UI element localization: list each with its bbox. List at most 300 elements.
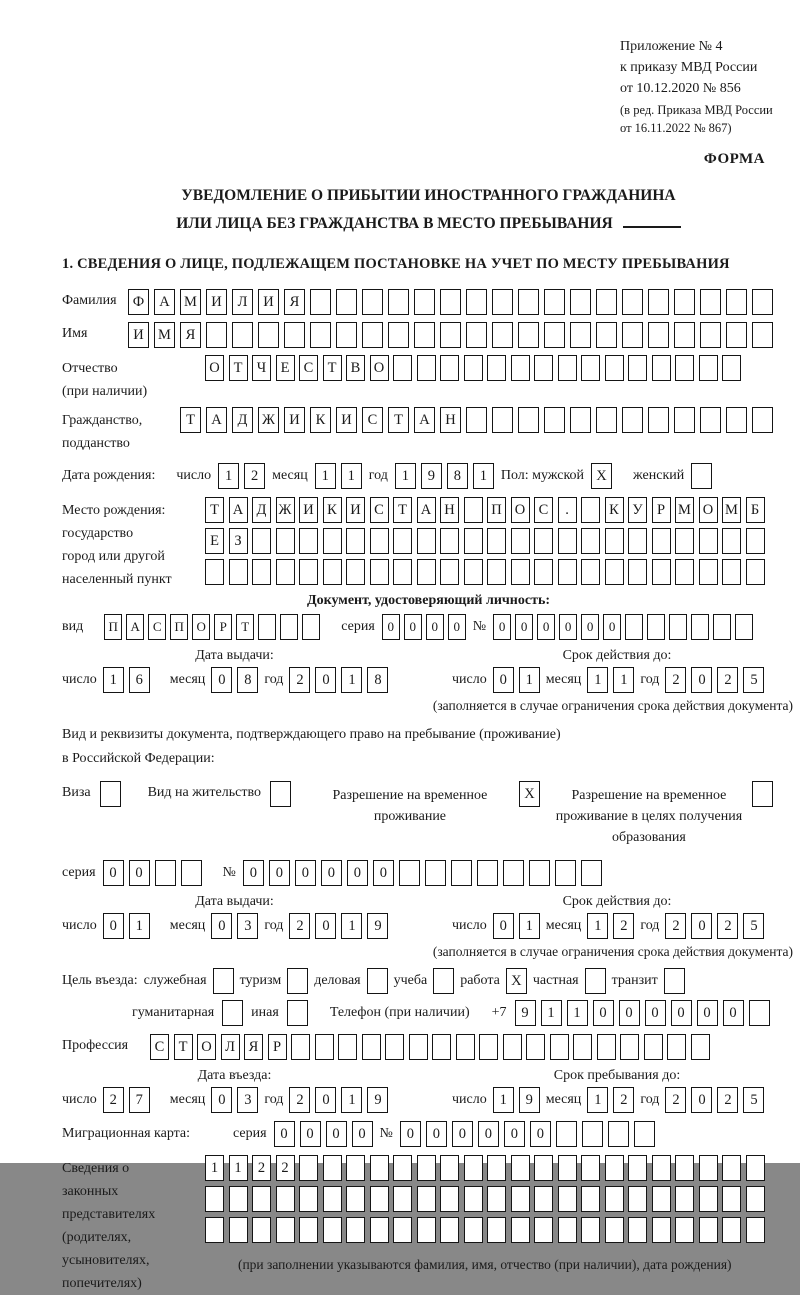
char-cell[interactable]: [628, 559, 647, 585]
char-cell[interactable]: [722, 1186, 741, 1212]
char-cell[interactable]: [735, 614, 753, 640]
char-cell[interactable]: [346, 1217, 365, 1243]
char-cell[interactable]: 0: [691, 667, 712, 693]
char-cell[interactable]: О: [197, 1034, 216, 1060]
char-cell[interactable]: 0: [211, 667, 232, 693]
char-cell[interactable]: С: [362, 407, 383, 433]
char-cell[interactable]: [385, 1034, 404, 1060]
char-cell[interactable]: [252, 1186, 271, 1212]
char-cell[interactable]: [596, 407, 617, 433]
char-cell[interactable]: 1: [541, 1000, 562, 1026]
char-cell[interactable]: 0: [400, 1121, 421, 1147]
char-cell[interactable]: [393, 355, 412, 381]
char-cell[interactable]: [558, 1155, 577, 1181]
char-cell[interactable]: 3: [237, 1087, 258, 1113]
char-cell[interactable]: [252, 528, 271, 554]
char-cell[interactable]: [746, 1155, 765, 1181]
char-cell[interactable]: [675, 1155, 694, 1181]
char-cell[interactable]: 1: [587, 913, 608, 939]
char-cell[interactable]: X: [506, 968, 527, 994]
char-cell[interactable]: Т: [205, 497, 224, 523]
char-cell[interactable]: Л: [232, 289, 253, 315]
char-cell[interactable]: 8: [367, 667, 388, 693]
char-cell[interactable]: [464, 497, 483, 523]
char-cell[interactable]: 0: [504, 1121, 525, 1147]
char-cell[interactable]: [581, 1186, 600, 1212]
char-cell[interactable]: [464, 355, 483, 381]
char-cell[interactable]: [570, 322, 591, 348]
char-cell[interactable]: [652, 1186, 671, 1212]
char-cell[interactable]: [558, 528, 577, 554]
char-cell[interactable]: [310, 289, 331, 315]
char-cell[interactable]: [323, 1217, 342, 1243]
char-cell[interactable]: 0: [347, 860, 368, 886]
char-cell[interactable]: 0: [581, 614, 599, 640]
char-cell[interactable]: И: [206, 289, 227, 315]
char-cell[interactable]: [669, 614, 687, 640]
char-cell[interactable]: 1: [519, 913, 540, 939]
char-cell[interactable]: А: [206, 407, 227, 433]
char-cell[interactable]: [299, 1217, 318, 1243]
char-cell[interactable]: [487, 528, 506, 554]
char-cell[interactable]: [477, 860, 498, 886]
char-cell[interactable]: 0: [315, 913, 336, 939]
char-cell[interactable]: [699, 559, 718, 585]
char-cell[interactable]: [284, 322, 305, 348]
char-cell[interactable]: 0: [426, 614, 444, 640]
char-cell[interactable]: [581, 355, 600, 381]
char-cell[interactable]: [100, 781, 121, 807]
char-cell[interactable]: [699, 355, 718, 381]
char-cell[interactable]: 0: [452, 1121, 473, 1147]
char-cell[interactable]: Т: [393, 497, 412, 523]
char-cell[interactable]: Н: [440, 407, 461, 433]
char-cell[interactable]: [526, 1034, 545, 1060]
char-cell[interactable]: 0: [211, 913, 232, 939]
char-cell[interactable]: [752, 781, 773, 807]
char-cell[interactable]: [674, 407, 695, 433]
char-cell[interactable]: Е: [205, 528, 224, 554]
char-cell[interactable]: [362, 289, 383, 315]
char-cell[interactable]: Л: [221, 1034, 240, 1060]
char-cell[interactable]: 0: [373, 860, 394, 886]
char-cell[interactable]: Ж: [258, 407, 279, 433]
char-cell[interactable]: 0: [448, 614, 466, 640]
char-cell[interactable]: [699, 1186, 718, 1212]
char-cell[interactable]: [596, 322, 617, 348]
char-cell[interactable]: 2: [665, 1087, 686, 1113]
char-cell[interactable]: [417, 1155, 436, 1181]
char-cell[interactable]: [534, 1217, 553, 1243]
char-cell[interactable]: [466, 289, 487, 315]
char-cell[interactable]: С: [534, 497, 553, 523]
char-cell[interactable]: 0: [269, 860, 290, 886]
char-cell[interactable]: [581, 497, 600, 523]
char-cell[interactable]: [370, 559, 389, 585]
char-cell[interactable]: [511, 355, 530, 381]
char-cell[interactable]: 2: [717, 913, 738, 939]
char-cell[interactable]: С: [370, 497, 389, 523]
char-cell[interactable]: [558, 355, 577, 381]
char-cell[interactable]: Т: [229, 355, 248, 381]
char-cell[interactable]: [232, 322, 253, 348]
char-cell[interactable]: [252, 559, 271, 585]
char-cell[interactable]: 1: [341, 913, 362, 939]
char-cell[interactable]: X: [591, 463, 612, 489]
char-cell[interactable]: Д: [252, 497, 271, 523]
char-cell[interactable]: [291, 1034, 310, 1060]
char-cell[interactable]: [581, 1217, 600, 1243]
char-cell[interactable]: 0: [493, 667, 514, 693]
char-cell[interactable]: [464, 528, 483, 554]
char-cell[interactable]: 2: [613, 913, 634, 939]
char-cell[interactable]: [299, 1186, 318, 1212]
char-cell[interactable]: [205, 559, 224, 585]
char-cell[interactable]: 8: [447, 463, 468, 489]
char-cell[interactable]: 9: [367, 913, 388, 939]
char-cell[interactable]: [464, 559, 483, 585]
char-cell[interactable]: [644, 1034, 663, 1060]
char-cell[interactable]: 0: [559, 614, 577, 640]
char-cell[interactable]: [466, 407, 487, 433]
char-cell[interactable]: [370, 528, 389, 554]
char-cell[interactable]: 2: [613, 1087, 634, 1113]
char-cell[interactable]: [287, 968, 308, 994]
char-cell[interactable]: 0: [493, 913, 514, 939]
char-cell[interactable]: [675, 1186, 694, 1212]
char-cell[interactable]: [370, 1155, 389, 1181]
char-cell[interactable]: 5: [743, 1087, 764, 1113]
char-cell[interactable]: [674, 289, 695, 315]
char-cell[interactable]: [276, 559, 295, 585]
char-cell[interactable]: 0: [691, 1087, 712, 1113]
char-cell[interactable]: [652, 559, 671, 585]
char-cell[interactable]: [558, 1217, 577, 1243]
char-cell[interactable]: Е: [276, 355, 295, 381]
char-cell[interactable]: 8: [237, 667, 258, 693]
char-cell[interactable]: [605, 559, 624, 585]
char-cell[interactable]: А: [414, 407, 435, 433]
char-cell[interactable]: [393, 1217, 412, 1243]
char-cell[interactable]: К: [310, 407, 331, 433]
char-cell[interactable]: 0: [723, 1000, 744, 1026]
char-cell[interactable]: И: [258, 289, 279, 315]
char-cell[interactable]: [299, 559, 318, 585]
char-cell[interactable]: М: [722, 497, 741, 523]
char-cell[interactable]: [570, 407, 591, 433]
char-cell[interactable]: 0: [382, 614, 400, 640]
char-cell[interactable]: [518, 322, 539, 348]
char-cell[interactable]: 0: [315, 1087, 336, 1113]
char-cell[interactable]: [726, 322, 747, 348]
char-cell[interactable]: [625, 614, 643, 640]
char-cell[interactable]: Я: [284, 289, 305, 315]
char-cell[interactable]: [652, 355, 671, 381]
char-cell[interactable]: 9: [367, 1087, 388, 1113]
char-cell[interactable]: [749, 1000, 770, 1026]
char-cell[interactable]: [492, 322, 513, 348]
char-cell[interactable]: [722, 1155, 741, 1181]
char-cell[interactable]: 0: [619, 1000, 640, 1026]
char-cell[interactable]: Р: [652, 497, 671, 523]
char-cell[interactable]: 2: [717, 1087, 738, 1113]
char-cell[interactable]: Р: [214, 614, 232, 640]
char-cell[interactable]: [323, 1186, 342, 1212]
char-cell[interactable]: 2: [289, 913, 310, 939]
char-cell[interactable]: [388, 322, 409, 348]
char-cell[interactable]: [323, 559, 342, 585]
char-cell[interactable]: 1: [587, 1087, 608, 1113]
char-cell[interactable]: [258, 614, 276, 640]
char-cell[interactable]: [399, 860, 420, 886]
char-cell[interactable]: [699, 1217, 718, 1243]
char-cell[interactable]: [409, 1034, 428, 1060]
char-cell[interactable]: [229, 1217, 248, 1243]
char-cell[interactable]: [581, 860, 602, 886]
char-cell[interactable]: 0: [129, 860, 150, 886]
char-cell[interactable]: 0: [352, 1121, 373, 1147]
char-cell[interactable]: 1: [567, 1000, 588, 1026]
char-cell[interactable]: [648, 407, 669, 433]
char-cell[interactable]: [181, 860, 202, 886]
char-cell[interactable]: [620, 1034, 639, 1060]
char-cell[interactable]: [652, 1155, 671, 1181]
char-cell[interactable]: [362, 322, 383, 348]
char-cell[interactable]: [596, 289, 617, 315]
char-cell[interactable]: Т: [180, 407, 201, 433]
char-cell[interactable]: Б: [746, 497, 765, 523]
char-cell[interactable]: [634, 1121, 655, 1147]
char-cell[interactable]: [229, 1186, 248, 1212]
char-cell[interactable]: 9: [519, 1087, 540, 1113]
char-cell[interactable]: [205, 1217, 224, 1243]
char-cell[interactable]: О: [511, 497, 530, 523]
char-cell[interactable]: А: [417, 497, 436, 523]
char-cell[interactable]: [534, 528, 553, 554]
char-cell[interactable]: [464, 1155, 483, 1181]
char-cell[interactable]: М: [675, 497, 694, 523]
char-cell[interactable]: М: [180, 289, 201, 315]
char-cell[interactable]: [336, 289, 357, 315]
char-cell[interactable]: [511, 528, 530, 554]
char-cell[interactable]: 0: [321, 860, 342, 886]
char-cell[interactable]: П: [104, 614, 122, 640]
char-cell[interactable]: [652, 528, 671, 554]
char-cell[interactable]: 0: [493, 614, 511, 640]
char-cell[interactable]: [388, 289, 409, 315]
char-cell[interactable]: [752, 322, 773, 348]
char-cell[interactable]: 0: [426, 1121, 447, 1147]
char-cell[interactable]: [667, 1034, 686, 1060]
char-cell[interactable]: [628, 1155, 647, 1181]
char-cell[interactable]: [511, 559, 530, 585]
char-cell[interactable]: [558, 1186, 577, 1212]
char-cell[interactable]: [534, 355, 553, 381]
char-cell[interactable]: Ф: [128, 289, 149, 315]
char-cell[interactable]: 6: [129, 667, 150, 693]
char-cell[interactable]: 1: [341, 463, 362, 489]
char-cell[interactable]: 0: [478, 1121, 499, 1147]
char-cell[interactable]: 0: [300, 1121, 321, 1147]
char-cell[interactable]: [585, 968, 606, 994]
char-cell[interactable]: [487, 559, 506, 585]
char-cell[interactable]: [713, 614, 731, 640]
char-cell[interactable]: 1: [493, 1087, 514, 1113]
char-cell[interactable]: [417, 559, 436, 585]
char-cell[interactable]: И: [336, 407, 357, 433]
char-cell[interactable]: Ч: [252, 355, 271, 381]
char-cell[interactable]: [550, 1034, 569, 1060]
char-cell[interactable]: 2: [717, 667, 738, 693]
char-cell[interactable]: [503, 860, 524, 886]
char-cell[interactable]: Т: [236, 614, 254, 640]
char-cell[interactable]: [487, 355, 506, 381]
char-cell[interactable]: [529, 860, 550, 886]
char-cell[interactable]: 0: [515, 614, 533, 640]
char-cell[interactable]: [511, 1217, 530, 1243]
char-cell[interactable]: 2: [244, 463, 265, 489]
char-cell[interactable]: [700, 322, 721, 348]
char-cell[interactable]: [746, 1186, 765, 1212]
char-cell[interactable]: Р: [268, 1034, 287, 1060]
char-cell[interactable]: 2: [276, 1155, 295, 1181]
char-cell[interactable]: [722, 355, 741, 381]
char-cell[interactable]: 0: [691, 913, 712, 939]
char-cell[interactable]: 1: [587, 667, 608, 693]
char-cell[interactable]: [675, 559, 694, 585]
char-cell[interactable]: [440, 289, 461, 315]
char-cell[interactable]: [414, 289, 435, 315]
char-cell[interactable]: 0: [295, 860, 316, 886]
char-cell[interactable]: [605, 1155, 624, 1181]
char-cell[interactable]: П: [170, 614, 188, 640]
char-cell[interactable]: 2: [289, 1087, 310, 1113]
char-cell[interactable]: Т: [388, 407, 409, 433]
char-cell[interactable]: 2: [289, 667, 310, 693]
char-cell[interactable]: [393, 559, 412, 585]
char-cell[interactable]: [487, 1155, 506, 1181]
char-cell[interactable]: 2: [252, 1155, 271, 1181]
char-cell[interactable]: О: [370, 355, 389, 381]
char-cell[interactable]: О: [192, 614, 210, 640]
char-cell[interactable]: [518, 289, 539, 315]
char-cell[interactable]: [605, 1186, 624, 1212]
char-cell[interactable]: [440, 559, 459, 585]
char-cell[interactable]: Т: [174, 1034, 193, 1060]
char-cell[interactable]: [464, 1186, 483, 1212]
char-cell[interactable]: 1: [341, 1087, 362, 1113]
char-cell[interactable]: [648, 322, 669, 348]
char-cell[interactable]: [581, 528, 600, 554]
char-cell[interactable]: [492, 407, 513, 433]
char-cell[interactable]: [425, 860, 446, 886]
char-cell[interactable]: 0: [671, 1000, 692, 1026]
char-cell[interactable]: [487, 1217, 506, 1243]
char-cell[interactable]: [675, 528, 694, 554]
char-cell[interactable]: [466, 322, 487, 348]
char-cell[interactable]: [699, 1155, 718, 1181]
char-cell[interactable]: 0: [243, 860, 264, 886]
char-cell[interactable]: К: [605, 497, 624, 523]
char-cell[interactable]: [492, 289, 513, 315]
char-cell[interactable]: П: [487, 497, 506, 523]
char-cell[interactable]: [518, 407, 539, 433]
char-cell[interactable]: 1: [205, 1155, 224, 1181]
char-cell[interactable]: [628, 355, 647, 381]
char-cell[interactable]: [338, 1034, 357, 1060]
char-cell[interactable]: [280, 614, 298, 640]
char-cell[interactable]: [746, 1217, 765, 1243]
char-cell[interactable]: [362, 1034, 381, 1060]
char-cell[interactable]: [205, 1186, 224, 1212]
char-cell[interactable]: [605, 1217, 624, 1243]
char-cell[interactable]: И: [299, 497, 318, 523]
char-cell[interactable]: И: [346, 497, 365, 523]
char-cell[interactable]: [511, 1186, 530, 1212]
char-cell[interactable]: [556, 1121, 577, 1147]
char-cell[interactable]: 1: [613, 667, 634, 693]
char-cell[interactable]: 5: [743, 667, 764, 693]
char-cell[interactable]: [487, 1186, 506, 1212]
char-cell[interactable]: [229, 559, 248, 585]
char-cell[interactable]: [558, 559, 577, 585]
char-cell[interactable]: [752, 407, 773, 433]
char-cell[interactable]: [432, 1034, 451, 1060]
char-cell[interactable]: А: [229, 497, 248, 523]
char-cell[interactable]: 0: [274, 1121, 295, 1147]
char-cell[interactable]: [464, 1217, 483, 1243]
char-cell[interactable]: [691, 463, 712, 489]
char-cell[interactable]: [700, 407, 721, 433]
char-cell[interactable]: [726, 407, 747, 433]
char-cell[interactable]: З: [229, 528, 248, 554]
char-cell[interactable]: 1: [229, 1155, 248, 1181]
char-cell[interactable]: [664, 968, 685, 994]
char-cell[interactable]: [675, 355, 694, 381]
char-cell[interactable]: [222, 1000, 243, 1026]
char-cell[interactable]: [628, 1217, 647, 1243]
char-cell[interactable]: [323, 528, 342, 554]
char-cell[interactable]: [393, 1155, 412, 1181]
char-cell[interactable]: [367, 968, 388, 994]
char-cell[interactable]: X: [519, 781, 540, 807]
char-cell[interactable]: 9: [421, 463, 442, 489]
char-cell[interactable]: [213, 968, 234, 994]
char-cell[interactable]: [628, 528, 647, 554]
char-cell[interactable]: [746, 559, 765, 585]
char-cell[interactable]: [511, 1155, 530, 1181]
char-cell[interactable]: Т: [323, 355, 342, 381]
char-cell[interactable]: [456, 1034, 475, 1060]
char-cell[interactable]: [534, 1155, 553, 1181]
char-cell[interactable]: [270, 781, 291, 807]
char-cell[interactable]: [315, 1034, 334, 1060]
char-cell[interactable]: А: [154, 289, 175, 315]
char-cell[interactable]: 9: [515, 1000, 536, 1026]
char-cell[interactable]: 0: [593, 1000, 614, 1026]
char-cell[interactable]: [393, 1186, 412, 1212]
char-cell[interactable]: [605, 528, 624, 554]
char-cell[interactable]: 1: [103, 667, 124, 693]
char-cell[interactable]: [417, 1217, 436, 1243]
char-cell[interactable]: [622, 289, 643, 315]
char-cell[interactable]: [675, 1217, 694, 1243]
char-cell[interactable]: 2: [665, 667, 686, 693]
char-cell[interactable]: М: [154, 322, 175, 348]
char-cell[interactable]: [608, 1121, 629, 1147]
char-cell[interactable]: [440, 1186, 459, 1212]
char-cell[interactable]: [622, 322, 643, 348]
